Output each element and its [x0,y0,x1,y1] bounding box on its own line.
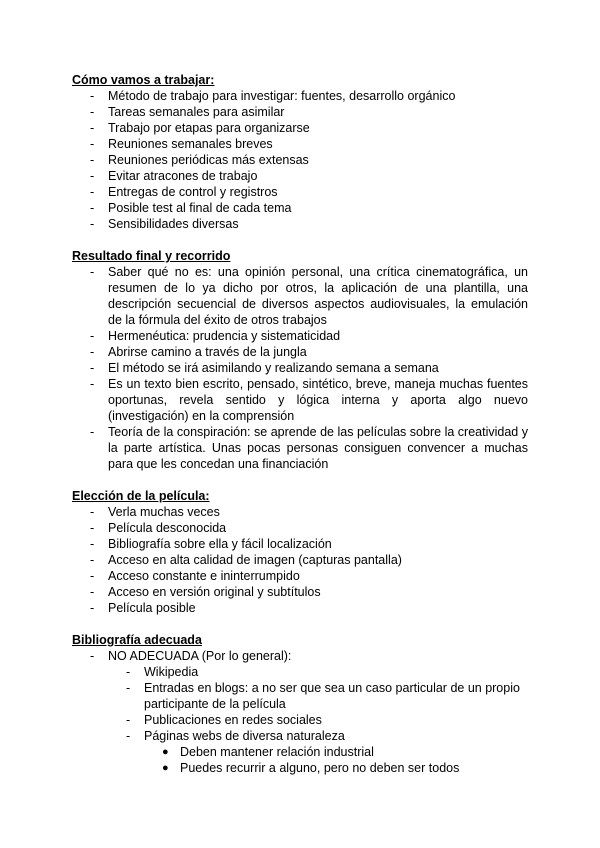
list-item [72,504,532,520]
list-item-text: Saber qué no es: una opinión personal, una crítica cinematográfica, un resumen de lo ya dicho por otros, la aplicación de una plantilla, una descripción secuencial de diversos aspectos audiovisuales, la emulación de la fórmula del éxito de otros trabajos [108,265,528,327]
bullet-icon: ● [162,762,169,774]
list-item-text: Sensibilidades diversas [108,217,239,231]
list-item-text: Acceso constante e ininterrumpido [108,569,300,583]
list-item-text: Wikipedia [144,665,199,679]
list-item [72,152,532,168]
list-item-text: Páginas webs de diversa naturaleza [144,729,345,743]
dash-marker: - [90,537,95,551]
sub-list-item [72,680,532,712]
list-item [72,328,532,344]
bullet-list [72,504,532,616]
dash-marker: - [90,105,95,119]
list-item-text: NO ADECUADA (Por lo general): [108,649,292,663]
list-item [72,184,532,200]
section-eleccion-pelicula [72,488,532,616]
section-heading: Cómo vamos a trabajar: [72,73,215,87]
list-item [72,536,532,552]
list-item [72,200,532,216]
list-item [72,136,532,152]
dash-marker: - [90,425,95,439]
dash-marker: - [90,521,95,535]
list-item-text: Método de trabajo para investigar: fuentes, desarrollo orgánico [108,89,456,103]
list-item [72,344,532,360]
sub-sub-list-item [72,760,532,776]
list-item-text: Entregas de control y registros [108,185,278,199]
dash-marker: - [90,553,95,567]
list-item [72,568,532,584]
sub-list-item [72,664,532,680]
dash-marker: - [90,601,95,615]
dash-marker: - [126,665,131,679]
section-heading: Resultado final y recorrido [72,249,231,263]
dash-marker: - [90,265,95,279]
bullet-icon: ● [162,746,169,758]
dash-marker: - [126,729,131,743]
list-item [72,584,532,600]
list-item-text: Posible test al final de cada tema [108,201,292,215]
list-item-text: Verla muchas veces [108,505,220,519]
dash-marker: - [90,217,95,231]
dash-marker: - [90,89,95,103]
dash-marker: - [90,185,95,199]
list-item-text: Acceso en alta calidad de imagen (capturas pantalla) [108,553,402,567]
dash-marker: - [126,713,131,727]
dash-marker: - [90,377,95,391]
dash-marker: - [90,201,95,215]
list-item [72,104,532,120]
list-item-text: El método se irá asimilando y realizando semana a semana [108,361,439,375]
list-item-text: Trabajo por etapas para organizarse [108,121,310,135]
list-item [72,376,532,424]
section-heading: Bibliografía adecuada [72,633,202,647]
list-item-text: Publicaciones en redes sociales [144,713,322,727]
list-item-text: Entradas en blogs: a no ser que sea un caso particular de un propio participante de la película [144,681,520,711]
bullet-list [72,88,532,232]
list-item-text: Película posible [108,601,196,615]
sub-list-item [72,712,532,728]
list-item [72,264,532,328]
list-item [72,168,532,184]
bullet-list [72,264,532,472]
sub-list-item [72,728,532,744]
dash-marker: - [126,681,131,695]
list-item-text: Película desconocida [108,521,227,535]
list-item [72,88,532,104]
list-item [72,520,532,536]
dash-marker: - [90,649,95,663]
list-item-text: Hermenéutica: prudencia y sistematicidad [108,329,341,343]
list-item [72,648,532,664]
list-item-text: Reuniones periódicas más extensas [108,153,309,167]
section-heading: Elección de la película: [72,489,210,503]
bullet-list [72,648,532,776]
dash-marker: - [90,153,95,167]
list-item-text: Evitar atracones de trabajo [108,169,258,183]
list-item-text: Teoría de la conspiración: se aprende de las películas sobre la creatividad y la parte artística. Unas pocas personas consiguen convencer a muchas para que les concedan una financiación [108,425,528,471]
dash-marker: - [90,569,95,583]
list-item [72,424,532,472]
list-item-text: Puedes recurrir a alguno, pero no deben ser todos [180,761,460,775]
list-item [72,120,532,136]
list-item-text: Bibliografía sobre ella y fácil localización [108,537,332,551]
dash-marker: - [90,345,95,359]
list-item [72,216,532,232]
list-item [72,600,532,616]
list-item-text: Es un texto bien escrito, pensado, sintético, breve, maneja muchas fuentes oportunas, revela sentido y lógica interna y aporta algo nuevo (investigación) en la comprensión [108,377,528,423]
dash-marker: - [90,505,95,519]
section-resultado-final [72,248,532,472]
list-item [72,552,532,568]
list-item-text: Abrirse camino a través de la jungla [108,345,307,359]
list-item-text: Acceso en versión original y subtítulos [108,585,321,599]
dash-marker: - [90,361,95,375]
dash-marker: - [90,169,95,183]
list-item [72,360,532,376]
list-item-text: Tareas semanales para asimilar [108,105,285,119]
dash-marker: - [90,121,95,135]
dash-marker: - [90,137,95,151]
section-bibliografia [72,632,532,776]
sub-sub-list-item [72,744,532,760]
list-item-text: Deben mantener relación industrial [180,745,374,759]
list-item-text: Reuniones semanales breves [108,137,273,151]
dash-marker: - [90,329,95,343]
section-como-trabajar [72,72,532,232]
dash-marker: - [90,585,95,599]
